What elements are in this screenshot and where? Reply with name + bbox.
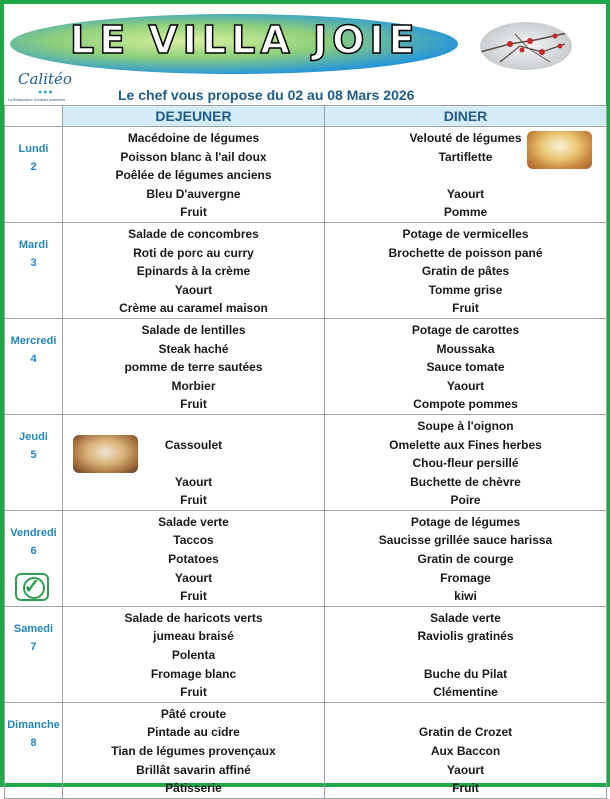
day-row-dimanche [5, 702, 607, 798]
vegetarian-badge-icon: ✓ [15, 573, 49, 601]
dinner-item: Fruit [452, 301, 479, 316]
dinner-item: Potage de carottes [411, 322, 520, 337]
dinner-item: Fruit [452, 781, 479, 796]
day-name: Jeudi [19, 430, 48, 443]
lunch-item: Poisson blanc à l'ail doux [120, 149, 267, 164]
lunch-cell [63, 127, 325, 223]
day-name: Mardi [18, 238, 49, 251]
day-number: 8 [30, 736, 37, 749]
lunch-item: Fruit [180, 685, 207, 700]
lunch-cell [63, 606, 325, 702]
lunch-item: Salade de haricots verts [124, 610, 263, 625]
day-name: Samedi [13, 622, 54, 635]
dinner-item: Potage de vermicelles [402, 226, 529, 241]
lunch-item: Epinards à la crème [136, 264, 251, 279]
lunch-item: Fruit [180, 397, 207, 412]
dinner-item: Compote pommes [413, 397, 518, 412]
lunch-item: Roti de porc au curry [133, 245, 254, 260]
lunch-item: Fruit [180, 493, 207, 508]
dinner-cell [325, 222, 607, 318]
dinner-item: Yaourt [446, 378, 485, 393]
dinner-item: kiwi [454, 589, 477, 604]
lunch-item: Salade de concombres [128, 226, 259, 241]
lunch-item: Salade verte [158, 514, 229, 529]
day-number: 3 [30, 256, 37, 269]
day-cell [5, 127, 63, 223]
dinner-cell [325, 127, 607, 223]
weekly-menu-table [4, 105, 607, 799]
lunch-item: Pintade au cidre [147, 725, 240, 740]
lunch-item: Fruit [180, 589, 207, 604]
lunch-cell [63, 318, 325, 414]
dinner-item: Gratin de pâtes [421, 264, 510, 279]
dinner-item: Tartiflette [438, 149, 493, 164]
caliteo-logo [8, 70, 98, 106]
day-name: Lundi [18, 143, 49, 155]
lunch-item: Tian de légumes provençaux [111, 744, 276, 758]
dinner-cell [325, 318, 607, 414]
menu-period: Le chef vous propose du 02 au 08 Mars 2026 [118, 87, 415, 103]
lunch-item: Yaourt [174, 474, 213, 489]
decorative-photo [480, 22, 572, 70]
day-row-samedi [5, 606, 607, 702]
lunch-item: Yaourt [174, 282, 213, 297]
dinner-item: Clémentine [433, 685, 498, 700]
day-name: Vendredi [10, 526, 57, 539]
logo-dots: ●●● [38, 89, 54, 96]
dinner-item: Raviolis gratinés [417, 629, 514, 644]
day-number: 5 [30, 448, 37, 461]
lunch-cell [63, 414, 325, 510]
day-number: 2 [30, 161, 37, 173]
day-name: Dimanche [7, 718, 60, 731]
header-blank [5, 106, 63, 127]
day-cell [5, 510, 63, 606]
lunch-item: Potatoes [168, 552, 219, 567]
cassoulet-photo [73, 435, 138, 473]
lunch-item: Fruit [180, 205, 207, 220]
dinner-item: Velouté de légumes [409, 131, 522, 145]
dinner-item: Saucisse grillée sauce harissa [378, 533, 553, 548]
lunch-item: Morbier [171, 378, 216, 393]
dinner-item: Buche du Pilat [423, 666, 508, 681]
lunch-item: Crème au caramel maison [119, 301, 268, 316]
logo-tagline: La Restauration Solutions autrement [8, 98, 65, 102]
logo-name: Calitéo [18, 70, 72, 88]
lunch-cell [63, 222, 325, 318]
lunch-item: Steak haché [158, 341, 229, 356]
dinner-item: Fromage [440, 570, 491, 585]
lunch-item: Brillât savarin affiné [136, 762, 251, 777]
tartiflette-photo [527, 131, 592, 169]
lunch-item: Fromage blanc [150, 666, 237, 681]
day-cell [5, 414, 63, 510]
dinner-cell [325, 414, 607, 510]
lunch-item: Pâté croute [160, 706, 227, 721]
day-cell [5, 318, 63, 414]
lunch-item: Pâtisserie [165, 781, 222, 796]
day-number: 4 [30, 352, 37, 365]
dinner-cell [325, 702, 607, 798]
page-title: LE VILLA JOIE [70, 18, 420, 62]
day-cell [5, 222, 63, 318]
day-row-vendredi [5, 510, 607, 606]
dinner-item: Aux Baccon [430, 744, 501, 758]
dinner-item: Chou-fleur persillé [412, 456, 519, 471]
lunch-item: pomme de terre sautées [124, 360, 263, 375]
dinner-item: Poire [450, 493, 481, 508]
dinner-item: Salade verte [430, 610, 501, 625]
lunch-item: Macédoine de légumes [127, 131, 260, 145]
day-cell [5, 606, 63, 702]
header-dinner: DINER [325, 106, 607, 127]
lunch-item: jumeau braisé [153, 629, 234, 644]
lunch-cell [63, 702, 325, 798]
lunch-cell [63, 510, 325, 606]
lunch-item: Salade de lentilles [141, 322, 246, 337]
day-row-lundi [5, 127, 607, 223]
dinner-item: Gratin de courge [417, 552, 514, 567]
dinner-item: Sauce tomate [426, 360, 505, 375]
day-cell [5, 702, 63, 798]
dinner-cell [325, 606, 607, 702]
dinner-item: Omelette aux Fines herbes [389, 437, 542, 452]
dinner-item: Pomme [443, 205, 488, 220]
dinner-item: Brochette de poisson pané [388, 245, 543, 260]
dinner-item: Yaourt [446, 186, 485, 201]
day-number: 6 [30, 544, 37, 557]
lunch-item: Polenta [171, 648, 216, 663]
dinner-item: Gratin de Crozet [418, 725, 513, 740]
day-row-jeudi [5, 414, 607, 510]
lunch-item: Cassoulet [164, 437, 223, 452]
lunch-item: Yaourt [174, 570, 213, 585]
day-number: 7 [30, 640, 37, 653]
dinner-item: Tomme grise [428, 282, 503, 297]
lunch-item: Poêlée de légumes anciens [115, 168, 272, 183]
dinner-item: Yaourt [446, 762, 485, 777]
dinner-item: Soupe à l'oignon [417, 418, 514, 433]
dinner-item: Moussaka [436, 341, 495, 356]
header-lunch: DEJEUNER [63, 106, 325, 127]
lunch-item: Bleu D'auvergne [146, 186, 241, 201]
dinner-item: Potage de légumes [410, 514, 521, 529]
day-row-mardi [5, 222, 607, 318]
dinner-item: Buchette de chèvre [410, 474, 521, 489]
dinner-cell [325, 510, 607, 606]
lunch-item: Taccos [173, 533, 214, 548]
day-name: Mercredi [10, 334, 57, 347]
day-row-mercredi [5, 318, 607, 414]
